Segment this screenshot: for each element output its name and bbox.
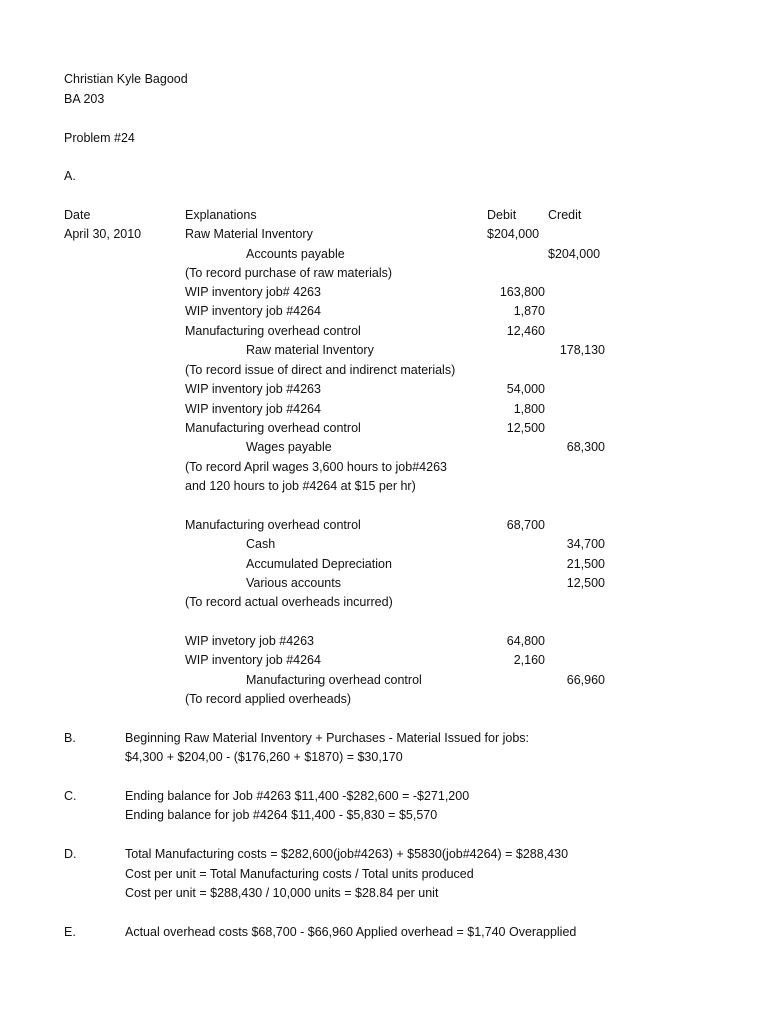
section-c-line1: Ending balance for Job #4263 $11,400 -$282,600 = -$271,200: [125, 789, 470, 803]
entry3-debit2-account: WIP inventory job #4264: [185, 401, 321, 416]
section-e-label: E.: [64, 924, 76, 939]
course-code: BA 203: [64, 91, 105, 106]
entry3-debit2-amount: 1,800: [513, 401, 545, 416]
section-c-line2: Ending balance for job #4264 $11,400 - $5,830 = $5,570: [125, 808, 438, 822]
entry5-debit2-account: WIP inventory job #4264: [185, 653, 321, 667]
entry3-note-line2: and 120 hours to job #4264 at $15 per hr): [185, 479, 416, 493]
date-column-header: Date: [64, 207, 91, 222]
entry4-credit1-account: Cash: [246, 537, 276, 551]
section-b-label: B.: [64, 730, 76, 745]
section-e-line1: Actual overhead costs $68,700 - $66,960 Applied overhead = $1,740 Overapplied: [125, 924, 577, 939]
entry1-debit-account: Raw Material Inventory: [185, 227, 313, 241]
entry3-debit3-amount: 12,500: [506, 420, 545, 435]
explanations-column-header: Explanations: [185, 207, 257, 222]
entry5-credit1-account: Manufacturing overhead control: [246, 672, 422, 687]
entry4-credit2-amount: 21,500: [566, 556, 605, 571]
entry3-credit1-amount: 68,300: [566, 440, 605, 454]
entry4-credit1-amount: 34,700: [566, 537, 605, 551]
section-d-label: D.: [64, 847, 77, 861]
entry4-credit3-amount: 12,500: [566, 575, 605, 590]
entry1-credit-amount: $204,000: [548, 246, 601, 261]
entry2-debit3-amount: 12,460: [506, 323, 545, 338]
entry2-debit3-account: Manufacturing overhead control: [185, 323, 361, 338]
entry2-debit2-account: WIP inventory job #4264: [185, 304, 321, 318]
entry1-credit-account: Accounts payable: [246, 246, 345, 261]
entry5-credit1-amount: 66,960: [566, 672, 605, 687]
author-name: Christian Kyle Bagood: [64, 72, 188, 86]
entry3-debit1-amount: 54,000: [506, 382, 545, 396]
entry3-credit1-account: Wages payable: [246, 440, 332, 454]
entry4-note: (To record actual overheads incurred): [185, 595, 393, 609]
part-a-label: A.: [64, 169, 76, 183]
section-b-line1: Beginning Raw Material Inventory + Purchases - Material Issued for jobs:: [125, 730, 530, 745]
entry1-note: (To record purchase of raw materials): [185, 265, 393, 280]
entry4-credit2-account: Accumulated Depreciation: [246, 556, 392, 571]
section-c-label: C.: [64, 789, 77, 803]
section-d-line2: Cost per unit = Total Manufacturing costs / Total units produced: [125, 866, 474, 881]
entry5-debit1-amount: 64,800: [506, 634, 545, 648]
entry2-debit1-amount: 163,800: [499, 285, 545, 299]
entry4-debit1-account: Manufacturing overhead control: [185, 517, 361, 532]
entry5-debit2-amount: 2,160: [513, 653, 545, 667]
entry2-credit1-account: Raw material Inventory: [246, 343, 374, 357]
entry2-debit1-account: WIP inventory job# 4263: [185, 285, 321, 299]
entry2-note: (To record issue of direct and indirenct materials): [185, 362, 456, 377]
journal-date: April 30, 2010: [64, 227, 142, 241]
entry4-debit1-amount: 68,700: [506, 517, 545, 532]
entry1-debit-amount: $204,000: [487, 227, 540, 241]
section-b-line2: $4,300 + $204,00 - ($176,260 + $1870) = $30,170: [125, 750, 403, 764]
credit-column-header: Credit: [548, 207, 582, 222]
section-d-line3: Cost per unit = $288,430 / 10,000 units = $28.84 per unit: [125, 886, 439, 900]
entry4-credit3-account: Various accounts: [246, 575, 341, 590]
entry3-debit3-account: Manufacturing overhead control: [185, 420, 361, 435]
entry3-note-line1: (To record April wages 3,600 hours to job#4263: [185, 459, 447, 474]
entry2-credit1-amount: 178,130: [559, 343, 605, 357]
entry5-debit1-account: WIP invetory job #4263: [185, 634, 315, 648]
debit-column-header: Debit: [487, 207, 517, 222]
entry5-note: (To record applied overheads): [185, 692, 352, 706]
entry3-debit1-account: WIP inventory job #4263: [185, 382, 321, 396]
entry2-debit2-amount: 1,870: [513, 304, 545, 318]
problem-title: Problem #24: [64, 130, 135, 145]
section-d-line1: Total Manufacturing costs = $282,600(job#4263) + $5830(job#4264) = $288,430: [125, 847, 569, 861]
